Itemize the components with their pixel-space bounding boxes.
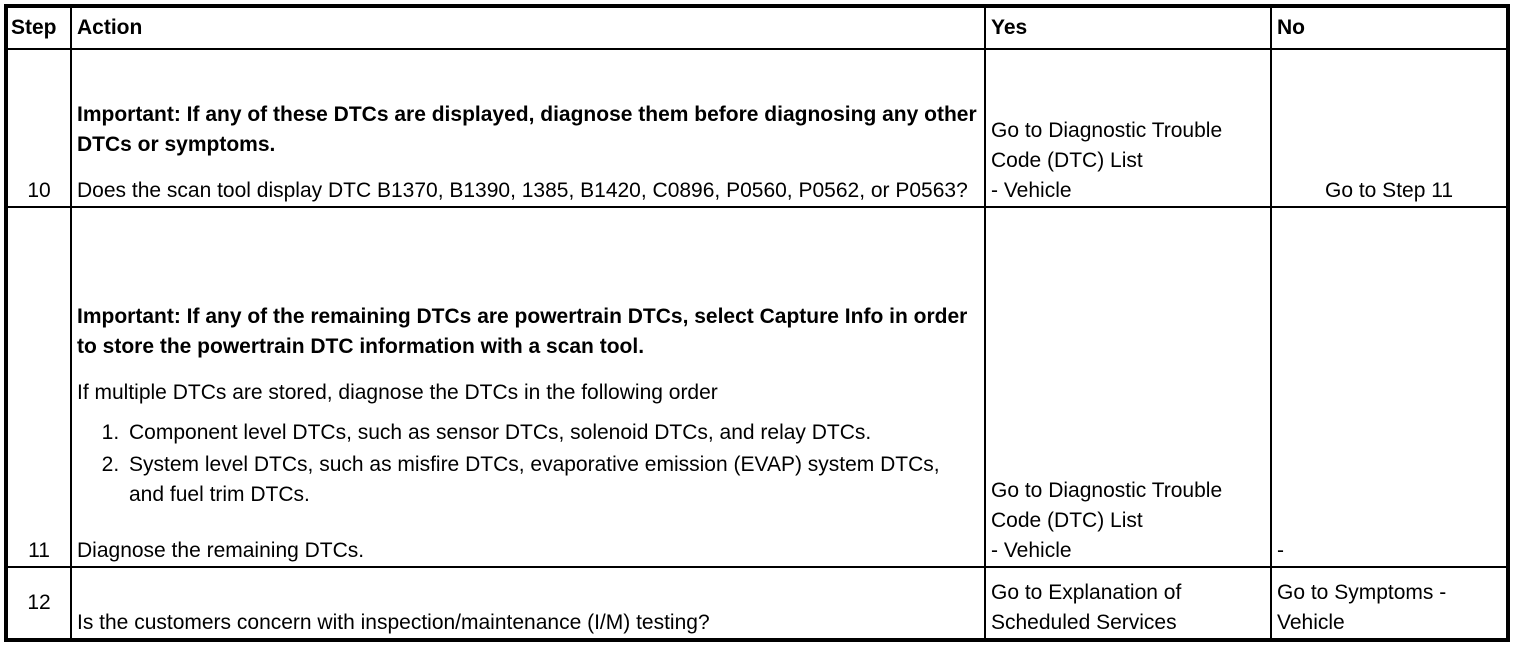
header-yes: Yes bbox=[985, 7, 1271, 49]
yes-cell bbox=[985, 49, 1271, 207]
table-row-step-12 bbox=[7, 567, 1507, 639]
no-link[interactable]: Go to Step 11 bbox=[1324, 179, 1454, 202]
header-action: Action bbox=[71, 7, 985, 49]
step-number: 10 bbox=[7, 49, 71, 207]
action-cell bbox=[71, 207, 985, 567]
header-step: Step bbox=[7, 7, 71, 49]
question-text: Is the customers concern with inspection/maintenance (I/M) testing? bbox=[77, 611, 710, 634]
no-value: - bbox=[1277, 539, 1284, 562]
diagnostic-table bbox=[6, 6, 1508, 640]
yes-cell bbox=[985, 567, 1271, 639]
important-note: Important: If any of the remaining DTCs are powertrain DTCs, select Capture Info in order to store the powertrain DTC information with a scan tool. bbox=[77, 305, 968, 358]
yes-link[interactable]: Go to Diagnostic Trouble Code (DTC) List bbox=[991, 119, 1223, 172]
action-cell bbox=[71, 49, 985, 207]
question-text: Does the scan tool display DTC B1370, B1390, 1385, B1420, C0896, P0560, P0562, or P0563? bbox=[77, 179, 968, 202]
table-row-step-10 bbox=[7, 49, 1507, 207]
list-item: 1. Component level DTCs, such as sensor DTCs, solenoid DTCs, and relay DTCs. bbox=[125, 418, 979, 448]
action-cell bbox=[71, 567, 985, 639]
header-no: No bbox=[1271, 7, 1507, 49]
order-list bbox=[77, 418, 979, 510]
no-cell bbox=[1271, 49, 1507, 207]
spacer bbox=[77, 160, 979, 176]
yes-cell bbox=[985, 207, 1271, 567]
yes-link[interactable]: Go to Diagnostic Trouble Code (DTC) List bbox=[991, 479, 1223, 532]
list-item: 2. System level DTCs, such as misfire DTCs, evaporative emission (EVAP) system DTCs, and fuel trim DTCs. bbox=[125, 450, 979, 510]
closing-text: Diagnose the remaining DTCs. bbox=[77, 539, 365, 562]
step-number: 12 bbox=[7, 567, 71, 639]
spacer bbox=[77, 512, 979, 536]
header-row bbox=[7, 7, 1507, 49]
no-cell bbox=[1271, 567, 1507, 639]
yes-link-suffix: - Vehicle bbox=[991, 179, 1072, 202]
no-cell bbox=[1271, 207, 1507, 567]
table-row-step-11 bbox=[7, 207, 1507, 567]
yes-link[interactable]: Go to Explanation of Scheduled Services bbox=[991, 581, 1182, 634]
important-note: Important: If any of these DTCs are displayed, diagnose them before diagnosing any other DTCs or symptoms. bbox=[77, 103, 977, 156]
intro-text: If multiple DTCs are stored, diagnose the DTCs in the following order bbox=[77, 381, 718, 404]
step-number: 11 bbox=[7, 207, 71, 567]
yes-link-suffix: - Vehicle bbox=[991, 539, 1072, 562]
spacer bbox=[77, 362, 979, 378]
no-link[interactable]: Go to Symptoms - Vehicle bbox=[1277, 581, 1447, 634]
